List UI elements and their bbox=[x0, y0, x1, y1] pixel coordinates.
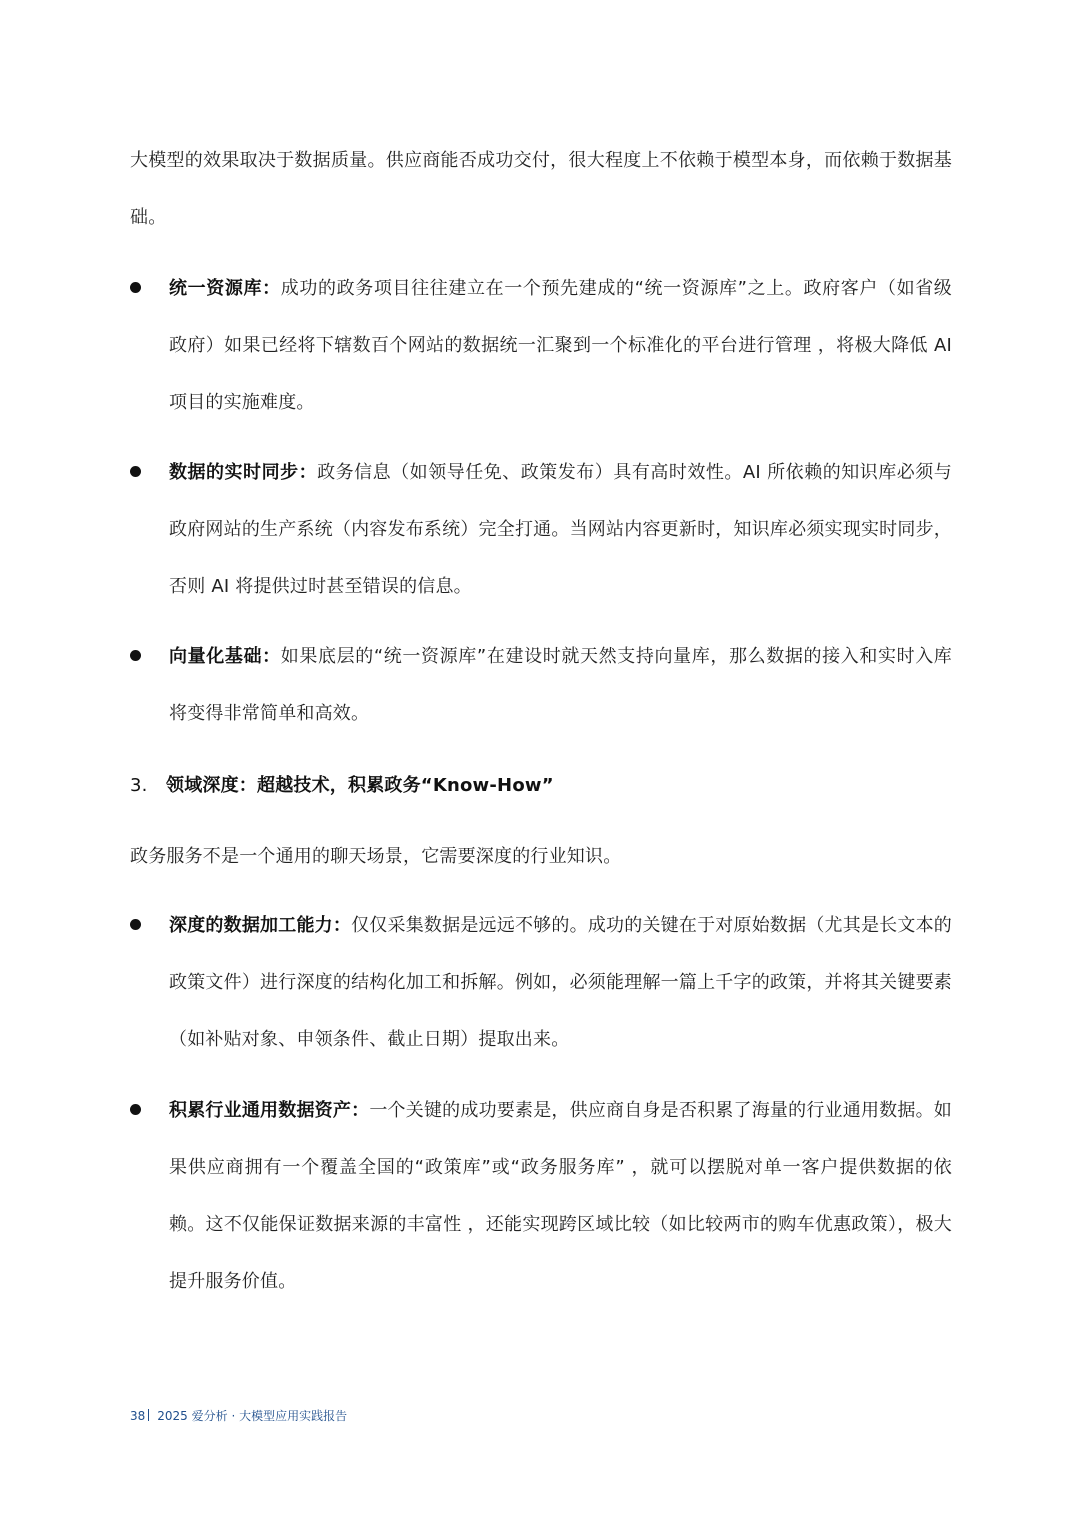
bullet-body: 一个关键的成功要素是，供应商自身是否积累了海量的行业通用数据。如果供应商拥有一个覆盖全国的“政策库”或“政务服务库” ，就可以摆脱对单一客户提供数据的依赖。这不仅能保证数据来源的丰富性 ，还能实现跨区域比较（如比较两市的购车优惠政策），极大提升服务价值。 bbox=[169, 1100, 952, 1292]
bullet-body: 成功的政务项目往往建立在一个预先建成的“统一资源库”之上。政府客户（如省级政府）如果已经将下辖数百个网站的数据统一汇聚到一个标准化的平台进行管理 ，将极大降低 AI 项目的实施难度。 bbox=[169, 278, 953, 413]
bullet-text bbox=[169, 1082, 952, 1310]
page-footer bbox=[130, 1408, 347, 1424]
section-number: 3. bbox=[130, 775, 148, 796]
bullet-text bbox=[169, 628, 952, 742]
bullet-realtime-sync bbox=[130, 444, 952, 615]
bullet-body: 如果底层的“统一资源库”在建设时就天然支持向量库，那么数据的接入和实时入库将变得非常简单和高效。 bbox=[169, 646, 953, 724]
bullet-unified-resource-library bbox=[130, 260, 952, 431]
page-number: 38 bbox=[130, 1409, 146, 1423]
footer-divider bbox=[148, 1409, 149, 1421]
report-title: 2025 爱分析 · 大模型应用实践报告 bbox=[157, 1409, 348, 1423]
intro-paragraph: 大模型的效果取决于数据质量。供应商能否成功交付，很大程度上不依赖于模型本身，而依赖于数据基础。 bbox=[130, 150, 952, 228]
section-title: 领域深度：超越技术，积累政务“Know-How” bbox=[166, 775, 554, 796]
section-heading bbox=[130, 757, 554, 814]
bullet-dot-icon bbox=[130, 1104, 141, 1115]
bullet-text bbox=[169, 260, 952, 431]
bullet-vectorization bbox=[130, 628, 952, 742]
bullet-data-processing bbox=[130, 897, 952, 1068]
bullet-term: 数据的实时同步： bbox=[169, 462, 318, 483]
bullet-term: 深度的数据加工能力： bbox=[169, 915, 352, 936]
bullet-dot-icon bbox=[130, 919, 141, 930]
bullet-industry-data-assets bbox=[130, 1082, 952, 1310]
bullet-term: 向量化基础： bbox=[169, 646, 281, 667]
bullet-term: 统一资源库： bbox=[169, 278, 281, 299]
bullet-dot-icon bbox=[130, 650, 141, 661]
bullet-dot-icon bbox=[130, 282, 141, 293]
section-intro-paragraph: 政务服务不是一个通用的聊天场景，它需要深度的行业知识。 bbox=[130, 846, 622, 867]
bullet-body: 政务信息（如领导任免、政策发布）具有高时效性。AI 所依赖的知识库必须与政府网站的生产系统（内容发布系统）完全打通。当网站内容更新时，知识库必须实现实时同步，否则 AI 将提供过时甚至错误的信息。 bbox=[169, 462, 952, 597]
bullet-body: 仅仅采集数据是远远不够的。成功的关键在于对原始数据（尤其是长文本的政策文件）进行深度的结构化加工和拆解。例如，必须能理解一篇上千字的政策，并将其关键要素（如补贴对象、申领条件、截止日期）提取出来。 bbox=[169, 915, 952, 1050]
bullet-text bbox=[169, 897, 952, 1068]
bullet-dot-icon bbox=[130, 466, 141, 477]
bullet-text bbox=[169, 444, 952, 615]
bullet-term: 积累行业通用数据资产： bbox=[169, 1100, 370, 1121]
